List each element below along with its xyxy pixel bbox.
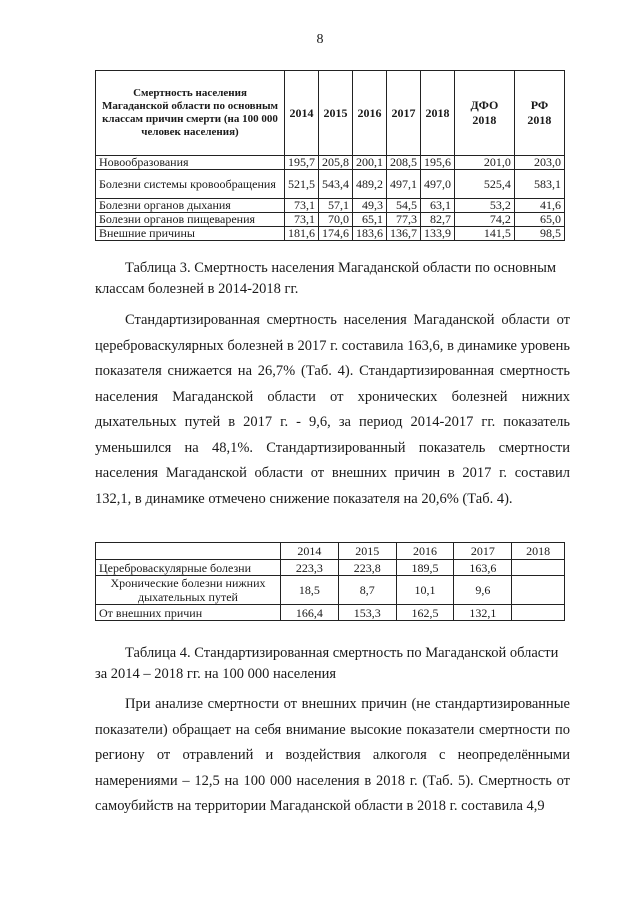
table-row [96, 170, 565, 199]
table-4-caption: Таблица 4. Стандартизированная смертность по Магаданской области за 2014 – 2018 гг. на 100 000 населения [95, 645, 559, 682]
row-label: Болезни системы кровообращения [96, 170, 285, 199]
table-cell: 521,5 [285, 170, 319, 199]
table-cell: 189,5 [396, 560, 454, 576]
table-cell: 543,4 [319, 170, 353, 199]
table-header-cell: Смертность населения Магаданской области по основным классам причин смерти (на 100 000 человек населения) [96, 71, 285, 156]
table-header-cell: РФ 2018 [514, 71, 564, 156]
table-cell [512, 560, 565, 576]
table-cell: 133,9 [421, 227, 455, 241]
table-row [96, 560, 565, 576]
table-cell: 525,4 [455, 170, 515, 199]
table-cell: 73,1 [285, 213, 319, 227]
row-label: Болезни органов дыхания [96, 199, 285, 213]
table-cell: 65,1 [353, 213, 387, 227]
table-header-row [96, 71, 565, 156]
table-cell: 8,7 [338, 576, 396, 605]
table-cell: 195,7 [285, 156, 319, 170]
row-label: Внешние причины [96, 227, 285, 241]
table-row [96, 213, 565, 227]
table-cell: 63,1 [421, 199, 455, 213]
mortality-by-cause-table [95, 70, 565, 241]
table-cell: 136,7 [387, 227, 421, 241]
table-cell: 141,5 [455, 227, 515, 241]
standardized-mortality-table [95, 542, 565, 621]
table-cell: 9,6 [454, 576, 512, 605]
table-cell: 201,0 [455, 156, 515, 170]
table-cell [512, 576, 565, 605]
body-paragraph-1: Стандартизированная смертность населения Магаданской области от цереброваскулярных болезней в 2017 г. составила 163,6, в динамике уровень показателя снижается на 26,7% (Таб. 4). Стандартизированная смертность населения Магаданской области от хронических болезней нижних дыхательных путей в 2017 г. - 9,6, за период 2014-2017 гг. показатель уменьшился на 48,1%. Стандартизированный показатель смертности населения Магаданской области от внешних причин в 2017 г. составил 132,1, в динамике отмечено снижение показателя на 20,6% (Таб. 4). [95, 312, 570, 507]
row-label: Хронические болезни нижних дыхательных путей [96, 576, 281, 605]
row-label: Цереброваскулярные болезни [96, 560, 281, 576]
table-header-cell: 2016 [396, 543, 454, 560]
table-cell: 489,2 [353, 170, 387, 199]
table-cell: 166,4 [281, 605, 339, 621]
table-cell: 205,8 [319, 156, 353, 170]
table-cell: 98,5 [514, 227, 564, 241]
table-cell: 53,2 [455, 199, 515, 213]
table-cell: 153,3 [338, 605, 396, 621]
row-label: От внешних причин [96, 605, 281, 621]
row-label: Новообразования [96, 156, 285, 170]
table-header-cell: 2018 [512, 543, 565, 560]
table-header-cell: 2016 [353, 71, 387, 156]
table-cell: 195,6 [421, 156, 455, 170]
table-cell: 82,7 [421, 213, 455, 227]
table-cell: 200,1 [353, 156, 387, 170]
table-header-cell [96, 543, 281, 560]
table-cell: 163,6 [454, 560, 512, 576]
table-cell: 77,3 [387, 213, 421, 227]
table-cell: 57,1 [319, 199, 353, 213]
table-cell: 208,5 [387, 156, 421, 170]
table-cell: 73,1 [285, 199, 319, 213]
table-cell: 41,6 [514, 199, 564, 213]
table-cell: 174,6 [319, 227, 353, 241]
table-cell: 497,1 [387, 170, 421, 199]
table-header-cell: 2018 [421, 71, 455, 156]
table-cell: 183,6 [353, 227, 387, 241]
table-cell: 18,5 [281, 576, 339, 605]
table-row [96, 576, 565, 605]
table-header-row [96, 543, 565, 560]
table-cell: 10,1 [396, 576, 454, 605]
table-cell: 583,1 [514, 170, 564, 199]
table-header-cell: 2015 [338, 543, 396, 560]
table-cell: 70,0 [319, 213, 353, 227]
table-header-cell: 2017 [387, 71, 421, 156]
table-row [96, 156, 565, 170]
table-cell: 162,5 [396, 605, 454, 621]
table-header-cell: 2015 [319, 71, 353, 156]
table-cell: 65,0 [514, 213, 564, 227]
body-paragraph-2: При анализе смертности от внешних причин (не стандартизированные показатели) обращает на себя внимание высокие показатели смертности по региону от отравлений и воздействия алкоголя с неопределёнными намерениями – 12,5 на 100 000 населения в 2018 г. (Таб. 5). Смертность от самоубийств на территории Магаданской области в 2018 г. составила 4,9 [95, 696, 570, 814]
table-3-caption: Таблица 3. Смертность населения Магаданской области по основным классам болезней в 2014-2018 гг. [95, 260, 557, 297]
table-row [96, 227, 565, 241]
table-header-cell: 2014 [281, 543, 339, 560]
table-cell: 223,8 [338, 560, 396, 576]
table-cell: 54,5 [387, 199, 421, 213]
table-cell: 181,6 [285, 227, 319, 241]
table-cell: 49,3 [353, 199, 387, 213]
table-row [96, 605, 565, 621]
table-cell [512, 605, 565, 621]
table-cell: 132,1 [454, 605, 512, 621]
page-number: 8 [316, 32, 324, 47]
table-header-cell: 2017 [454, 543, 512, 560]
table-row [96, 199, 565, 213]
table-cell: 203,0 [514, 156, 564, 170]
table-cell: 497,0 [421, 170, 455, 199]
table-cell: 223,3 [281, 560, 339, 576]
table-cell: 74,2 [455, 213, 515, 227]
row-label: Болезни органов пищеварения [96, 213, 285, 227]
table-header-cell: ДФО 2018 [455, 71, 515, 156]
table-header-cell: 2014 [285, 71, 319, 156]
